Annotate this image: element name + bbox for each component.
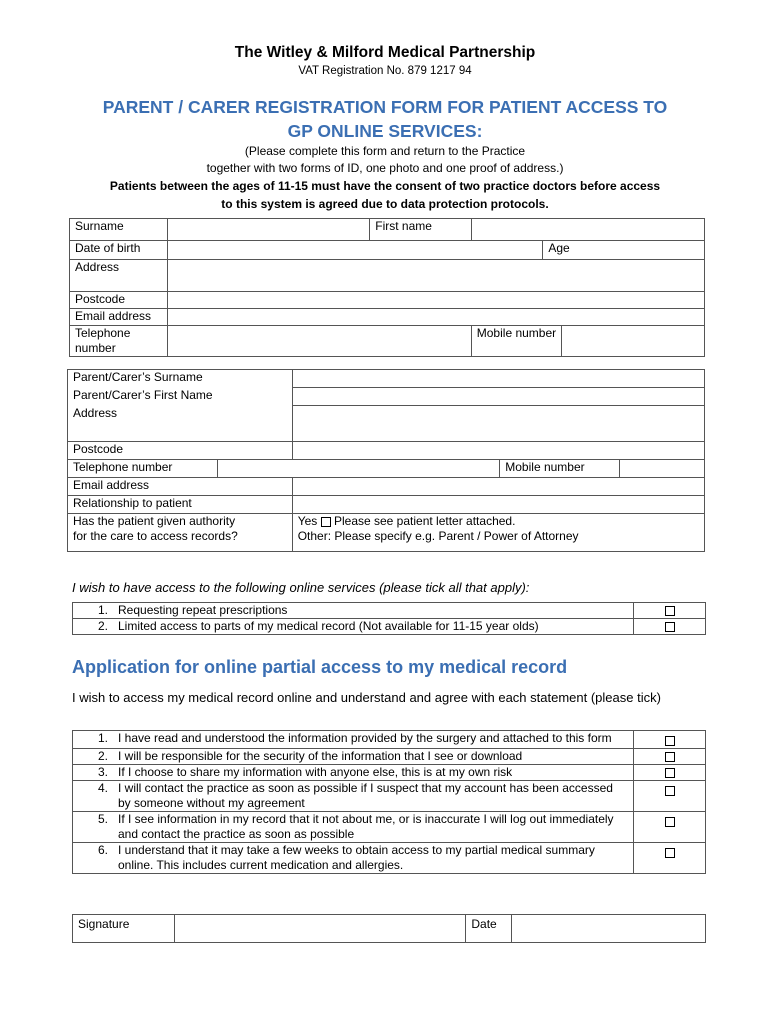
- statement-checkbox[interactable]: [665, 786, 675, 796]
- surname-label: Surname: [70, 219, 168, 241]
- statement-checkbox[interactable]: [665, 768, 675, 778]
- consent-line2: to this system is agreed due to data protection protocols.: [221, 197, 549, 211]
- carer-mobile-label: Mobile number: [500, 460, 620, 478]
- carer-email-field[interactable]: [292, 478, 704, 496]
- yes-checkbox[interactable]: [321, 517, 331, 527]
- service-number: 1.: [97, 603, 108, 617]
- statement-number: 2.: [97, 749, 108, 763]
- carer-address-field[interactable]: [292, 406, 704, 442]
- statement-text: I have read and understood the information provided by the surgery and attached to this form: [118, 731, 612, 745]
- authority-label: [68, 514, 293, 552]
- practice-name: The Witley & Milford Medical Partnership: [234, 44, 536, 61]
- instructions-line1: (Please complete this form and return to the Practice: [244, 144, 526, 158]
- vat-number: VAT Registration No. 879 1217 94: [298, 65, 472, 77]
- telephone-field[interactable]: [168, 326, 472, 357]
- statement-number: 4.: [97, 781, 108, 795]
- service-checkbox-prescriptions[interactable]: [665, 606, 675, 616]
- statement-row: [73, 731, 706, 749]
- date-field[interactable]: [512, 915, 706, 943]
- statement-number: 6.: [97, 843, 108, 857]
- surname-field[interactable]: [168, 219, 370, 241]
- relationship-field[interactable]: [292, 496, 704, 514]
- statement-checkbox[interactable]: [665, 736, 675, 746]
- authority-other: Other: Please specify e.g. Parent / Power of Attorney: [297, 529, 579, 543]
- instructions-line2: together with two forms of ID, one photo and one proof of address.): [206, 161, 564, 175]
- service-text: Limited access to parts of my medical record (Not available for 11-15 year olds): [118, 619, 539, 633]
- statement-row: [73, 843, 706, 874]
- age-label: Age: [548, 241, 570, 255]
- statement-row: [73, 781, 706, 812]
- statement-number: 3.: [97, 765, 108, 779]
- service-number: 2.: [97, 619, 108, 633]
- postcode-label: Postcode: [70, 292, 168, 309]
- dob-field[interactable]: [168, 241, 543, 260]
- statement-text: If I see information in my record that it not about me, or is inaccurate I will log out immediately and contact the practice as soon as possible: [118, 812, 614, 841]
- statement-text: I will contact the practice as soon as possible if I suspect that my account has been accessed by someone without my agreement: [118, 781, 613, 810]
- statement-checkbox[interactable]: [665, 752, 675, 762]
- statement-checkbox[interactable]: [665, 817, 675, 827]
- address-label: Address: [70, 260, 168, 292]
- statement-row: [73, 812, 706, 843]
- signature-label: Signature: [73, 915, 175, 943]
- carer-postcode-label: Postcode: [68, 442, 293, 460]
- signature-field[interactable]: [174, 915, 465, 943]
- yes-label: Yes: [297, 514, 318, 528]
- signature-table: [72, 914, 706, 943]
- carer-details-table: [67, 369, 705, 552]
- first-name-field[interactable]: [471, 219, 704, 241]
- email-field[interactable]: [168, 309, 705, 326]
- patient-details-table: [69, 218, 705, 357]
- statement-row: [73, 765, 706, 781]
- dob-label: Date of birth: [70, 241, 168, 260]
- carer-telephone-label: Telephone number: [68, 460, 218, 478]
- age-cell[interactable]: [543, 241, 705, 260]
- address-field[interactable]: [168, 260, 705, 292]
- service-checkbox-record[interactable]: [665, 622, 675, 632]
- telephone-label: Telephone number: [70, 326, 168, 357]
- first-name-label: First name: [370, 219, 472, 241]
- statement-number: 5.: [97, 812, 108, 826]
- carer-email-label: Email address: [68, 478, 293, 496]
- authority-options: [292, 514, 704, 552]
- carer-postcode-field[interactable]: [292, 442, 704, 460]
- statement-row: [73, 749, 706, 765]
- statements-table: [72, 730, 706, 874]
- consent-notice: [0, 177, 770, 213]
- statement-checkbox[interactable]: [665, 848, 675, 858]
- services-table: [72, 602, 706, 635]
- consent-line1: Patients between the ages of 11-15 must have the consent of two practice doctors before access: [109, 179, 661, 193]
- form-title-line2: GP ONLINE SERVICES:: [287, 121, 483, 141]
- application-heading: Application for online partial access to my medical record: [72, 657, 568, 677]
- carer-surname-label: Parent/Carer’s Surname: [68, 370, 293, 388]
- statement-text: I understand that it may take a few weeks to obtain access to my partial medical summary online. This includes current medication and allergies.: [118, 843, 595, 872]
- authority-yes-row: [298, 514, 699, 529]
- mobile-label: Mobile number: [471, 326, 561, 357]
- statement-text: I will be responsible for the security of the information that I see or download: [118, 749, 523, 763]
- date-label: Date: [466, 915, 512, 943]
- carer-first-name-field[interactable]: [292, 388, 704, 406]
- instructions: [0, 143, 770, 177]
- authority-line2: for the care to access records?: [73, 529, 238, 543]
- carer-address-label: Address: [68, 406, 293, 442]
- carer-mobile-field[interactable]: [620, 460, 705, 478]
- form-title-line1: PARENT / CARER REGISTRATION FORM FOR PATIENT ACCESS TO: [102, 97, 668, 117]
- carer-surname-field[interactable]: [292, 370, 704, 388]
- yes-note: Please see patient letter attached.: [333, 514, 516, 528]
- statement-number: 1.: [97, 731, 108, 745]
- carer-telephone-field[interactable]: [217, 460, 499, 478]
- carer-first-name-label: Parent/Carer’s First Name: [68, 388, 293, 406]
- mobile-field[interactable]: [562, 326, 705, 357]
- relationship-label: Relationship to patient: [68, 496, 293, 514]
- service-row: [73, 619, 706, 635]
- form-title: [0, 95, 770, 143]
- statement-text: If I choose to share my information with anyone else, this is at my own risk: [118, 765, 513, 779]
- postcode-field[interactable]: [168, 292, 705, 309]
- application-intro: I wish to access my medical record online and understand and agree with each statement (please tick): [72, 690, 661, 705]
- service-row: [73, 603, 706, 619]
- services-intro: I wish to have access to the following online services (please tick all that apply):: [72, 580, 530, 595]
- service-text: Requesting repeat prescriptions: [118, 603, 288, 617]
- authority-line1: Has the patient given authority: [73, 514, 236, 528]
- email-label: Email address: [70, 309, 168, 326]
